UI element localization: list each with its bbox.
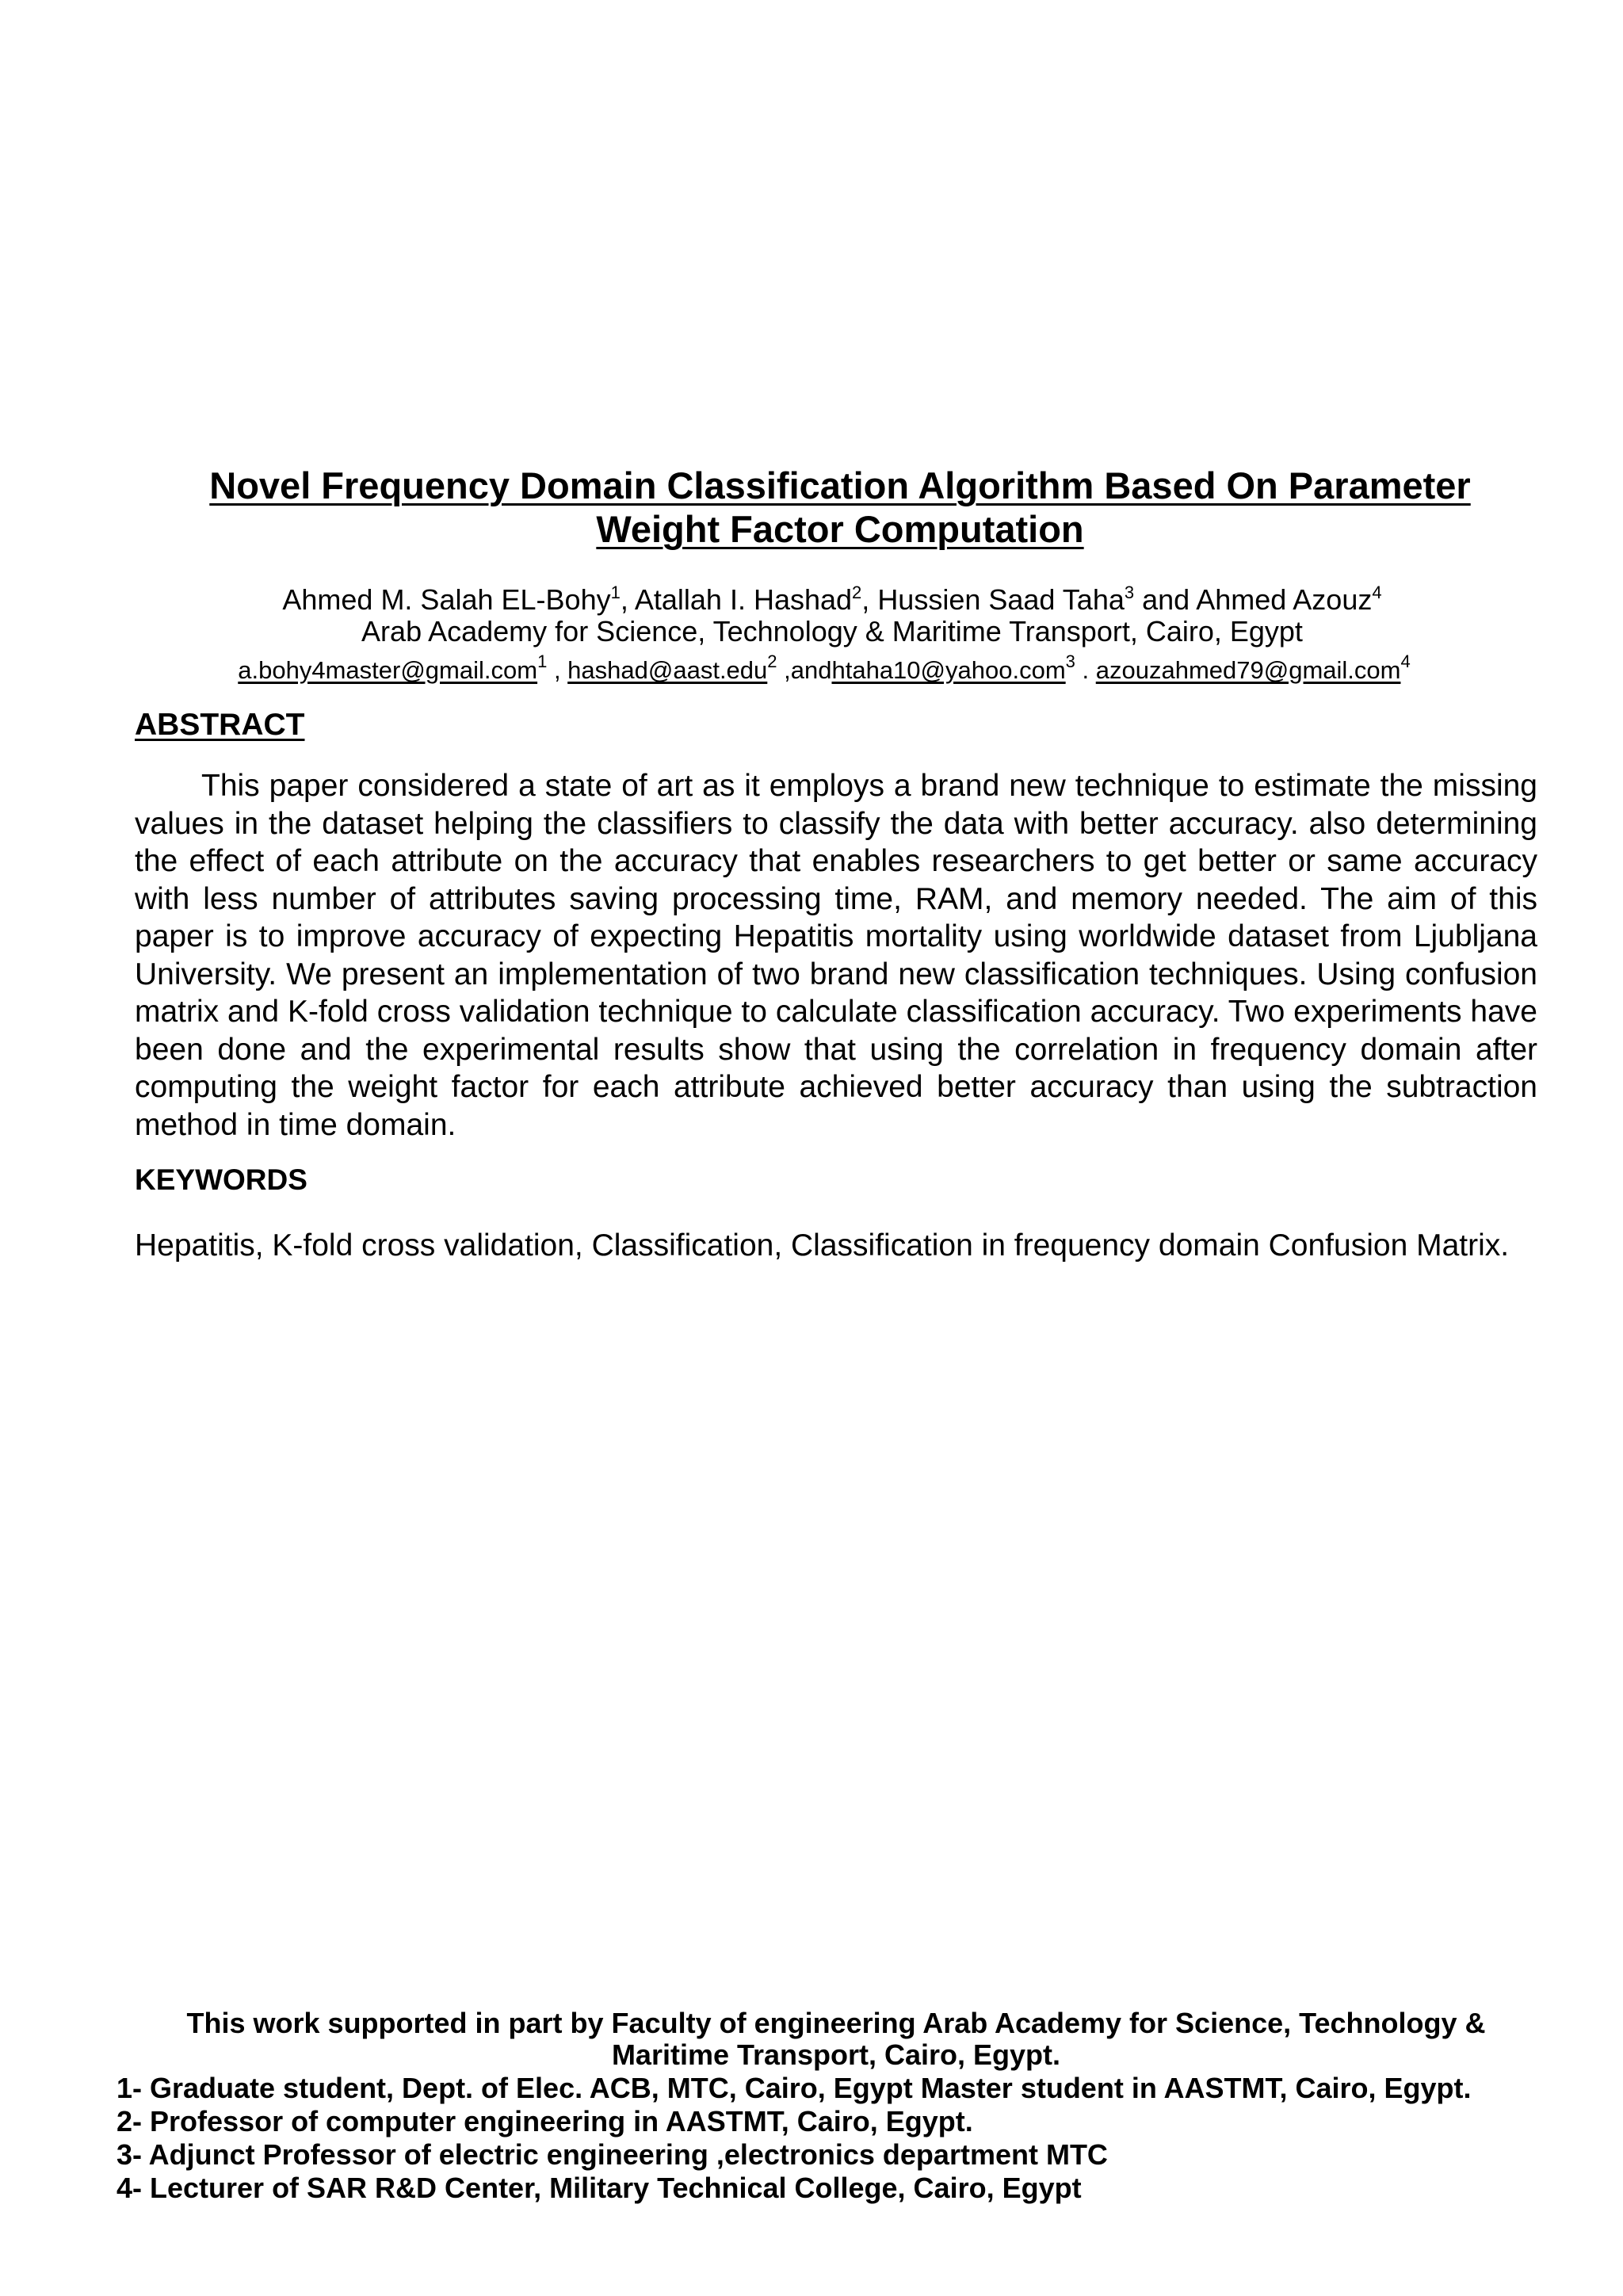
author-separator: and bbox=[1134, 583, 1197, 616]
email-separator: . bbox=[1075, 656, 1096, 684]
footnote-item: 4- Lecturer of SAR R&D Center, Military Technical College, Cairo, Egypt bbox=[116, 2172, 1082, 2204]
email-superscript: 2 bbox=[767, 651, 777, 671]
author-list bbox=[158, 585, 1506, 615]
email-superscript: 1 bbox=[537, 651, 548, 671]
author-separator: , bbox=[861, 583, 878, 616]
abstract-body: This paper considered a state of art as it employs a brand new technique to estimate the missing values in the dataset helping the classifiers to classify the data with better accuracy. also determining the effect of each attribute on the accuracy that enables researchers to get better or same accuracy with less number of attributes saving processing time, RAM, and memory needed. The aim of this paper is to improve accuracy of expecting Hepatitis mortality using worldwide dataset from Ljubljana University. We present an implementation of two brand new classification techniques. Using confusion matrix and K-fold cross validation technique to calculate classification accuracy. Two experiments have been done and the experimental results show that using the correlation in frequency domain after computing the weight factor for each attribute achieved better accuracy than using the subtraction method in time domain. bbox=[135, 769, 1537, 1142]
abstract-heading: ABSTRACT bbox=[135, 708, 305, 742]
footnote-item: 2- Professor of computer engineering in AASTMT, Cairo, Egypt. bbox=[116, 2105, 973, 2137]
paper-title-line-1: Novel Frequency Domain Classification Algorithm Based On Parameter bbox=[209, 464, 1471, 506]
author-separator: , bbox=[620, 583, 635, 616]
author-emails bbox=[119, 651, 1529, 685]
email-separator: , bbox=[547, 656, 568, 684]
email-link[interactable]: a.bohy4master@gmail.com bbox=[238, 656, 538, 684]
author-name: Hussien Saad Taha bbox=[877, 583, 1125, 616]
footnote-item: 1- Graduate student, Dept. of Elec. ACB, MTC, Cairo, Egypt Master student in AASTMT, Cairo, Egypt. bbox=[116, 2072, 1472, 2104]
email-separator: ,and bbox=[777, 656, 832, 684]
author-affiliation: Arab Academy for Science, Technology & Maritime Transport, Cairo, Egypt bbox=[361, 615, 1303, 648]
author-name: Ahmed Azouz bbox=[1196, 583, 1373, 616]
author-name: Atallah I. Hashad bbox=[634, 583, 853, 616]
author-superscript: 1 bbox=[610, 583, 621, 602]
author-superscript: 2 bbox=[852, 583, 862, 602]
keywords-heading: KEYWORDS bbox=[135, 1163, 307, 1196]
author-footnotes bbox=[116, 2072, 1559, 2205]
paper-title bbox=[135, 464, 1545, 551]
email-link[interactable]: htaha10@yahoo.com bbox=[831, 656, 1066, 684]
email-superscript: 3 bbox=[1065, 651, 1075, 671]
author-name: Ahmed M. Salah EL-Bohy bbox=[282, 583, 611, 616]
author-superscript: 3 bbox=[1124, 583, 1135, 602]
paper-title-line-2: Weight Factor Computation bbox=[596, 508, 1084, 550]
support-footnote: This work supported in part by Faculty of engineering Arab Academy for Science, Technology & Maritime Transport, Cairo, Egypt. bbox=[186, 2007, 1486, 2071]
email-link[interactable]: hashad@aast.edu bbox=[567, 656, 768, 684]
keywords-body: Hepatitis, K-fold cross validation, Classification, Classification in frequency domain Confusion Matrix. bbox=[135, 1228, 1510, 1263]
email-link[interactable]: azouzahmed79@gmail.com bbox=[1095, 656, 1401, 684]
footnote-item: 3- Adjunct Professor of electric engineering ,electronics department MTC bbox=[116, 2138, 1108, 2171]
email-superscript: 4 bbox=[1400, 651, 1411, 671]
author-superscript: 4 bbox=[1372, 583, 1382, 602]
